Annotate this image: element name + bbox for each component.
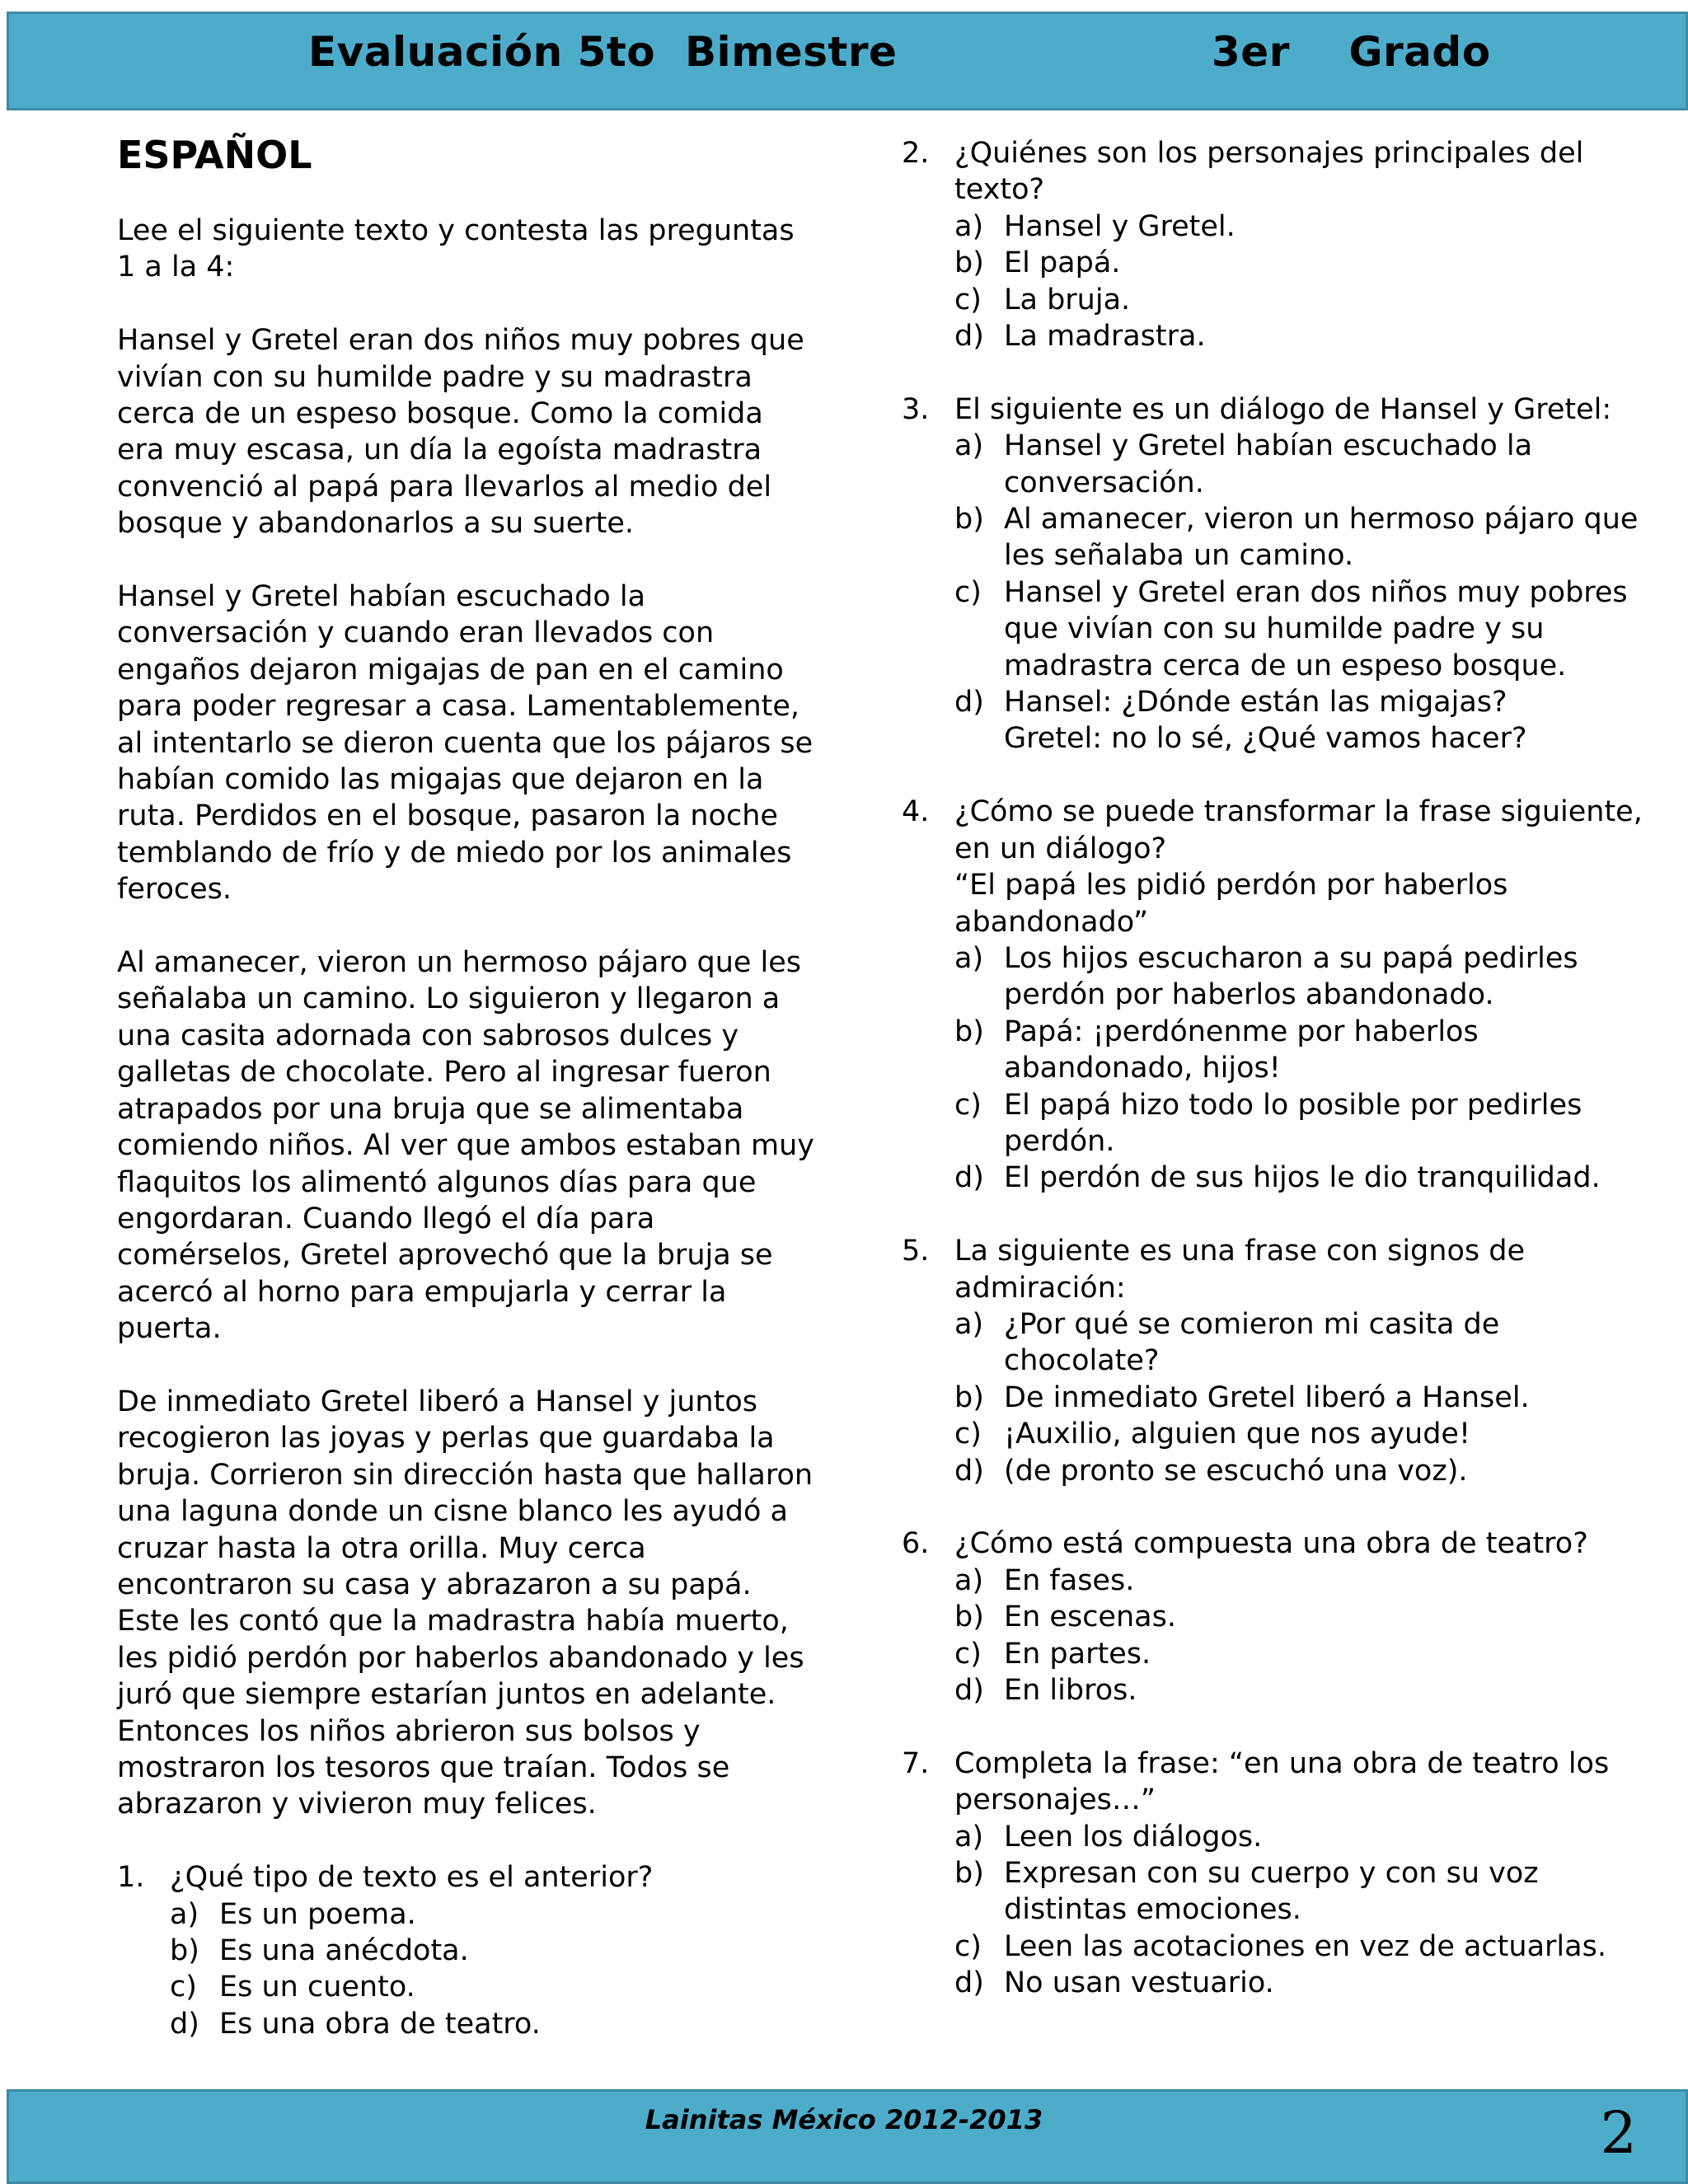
option-text: El papá. <box>1004 246 1121 280</box>
question-number: 5. <box>902 1235 930 1268</box>
option-b <box>170 1933 818 1969</box>
option-b <box>954 1014 1643 1087</box>
option-letter: a) <box>954 429 984 463</box>
option-letter: c) <box>954 575 982 609</box>
option-text: Es una obra de teatro. <box>219 2007 541 2041</box>
option-letter: b) <box>954 1601 984 1634</box>
option-text: En libros. <box>1004 1674 1137 1707</box>
option-letter: b) <box>954 503 984 537</box>
option-text: Al amanecer, vieron un hermoso pájaro que les señalaba un camino. <box>1004 503 1639 573</box>
question-7 <box>902 1746 1643 2002</box>
story-paragraph: Hansel y Gretel habían escuchado la conversación y cuando eran llevados con engaños dejaron migajas de pan en el camino para poder regresar a casa. Lamentablemente, al intentarlo se dieron cuenta que los pájaros se habían comido las migajas que dejaron en la ruta. Perdidos en el bosque, pasaron la noche temblando de frío y de miedo por los animales feroces. <box>117 580 814 907</box>
question-number: 3. <box>902 392 930 426</box>
option-a <box>954 1306 1643 1380</box>
question-2 <box>902 135 1643 354</box>
question-text: ¿Quiénes son los personajes principales del texto? <box>954 137 1584 207</box>
option-text: No usan vestuario. <box>1004 1966 1274 2000</box>
question-4 <box>902 794 1643 1196</box>
option-text: El papá hizo todo lo posible por pedirles perdón. <box>1004 1088 1582 1158</box>
question-number: 2. <box>902 137 930 170</box>
option-letter: c) <box>954 1637 982 1671</box>
option-text: ¡Auxilio, alguien que nos ayude! <box>1004 1418 1470 1451</box>
question-6 <box>902 1526 1643 1708</box>
option-d <box>954 1453 1643 1489</box>
option-d <box>954 684 1643 757</box>
option-text: Leen las acotaciones en vez de actuarlas. <box>1004 1929 1606 1963</box>
option-b <box>954 1380 1643 1416</box>
option-letter: c) <box>170 1971 197 2004</box>
option-text: La bruja. <box>1004 283 1131 316</box>
option-letter: a) <box>954 1820 984 1854</box>
option-letter: a) <box>954 1563 984 1597</box>
option-text: En partes. <box>1004 1637 1151 1671</box>
story-paragraph: Hansel y Gretel eran dos niños muy pobres que vivían con su humilde padre y su madrastra cerca de un espeso bosque. Como la comida era muy escasa, un día la egoísta madrastra convenció al papá para llevarlos al medio del bosque y abandonarlos a su suerte. <box>117 324 804 541</box>
option-text: Hansel y Gretel eran dos niños muy pobres que vivían con su humilde padre y su madrastra cerca de un espeso bosque. <box>1004 575 1628 682</box>
option-letter: d) <box>954 320 984 354</box>
option-letter: d) <box>954 1674 984 1707</box>
option-b <box>954 1599 1643 1635</box>
left-column <box>117 132 818 2079</box>
option-letter: b) <box>954 1380 984 1414</box>
option-c <box>170 1969 818 2005</box>
story-paragraph: Al amanecer, vieron un hermoso pájaro que les señalaba un camino. Lo siguieron y llegaron a una casita adornada con sabrosos dulces y galletas de chocolate. Pero al ingresar fueron atrapados por una bruja que se alimentaba comiendo niños. Al ver que ambos estaban muy flaquitos los alimentó algunos días para que engordaran. Cuando llegó el día para comérselos, Gretel aprovechó que la bruja se acercó al horno para empujarla y cerrar la puerta. <box>117 946 814 1346</box>
option-c <box>954 1087 1643 1160</box>
question-3 <box>902 391 1643 757</box>
option-text: En escenas. <box>1004 1601 1176 1634</box>
option-text: La madrastra. <box>1004 320 1206 354</box>
option-b <box>954 245 1643 281</box>
section-title: ESPAÑOL <box>117 133 312 177</box>
footer-text: Lainitas México 2012-2013 <box>645 2104 1043 2135</box>
option-letter: c) <box>954 1929 982 1963</box>
option-a <box>954 940 1643 1014</box>
option-text: Leen los diálogos. <box>1004 1820 1263 1854</box>
option-text: El perdón de sus hijos le dio tranquilidad. <box>1004 1161 1601 1195</box>
question-1 <box>117 1859 818 2042</box>
question-text: El siguiente es un diálogo de Hansel y Gretel: <box>954 392 1612 426</box>
option-text: Hansel y Gretel. <box>1004 209 1236 243</box>
question-number: 6. <box>902 1527 930 1561</box>
option-letter: d) <box>954 1161 984 1195</box>
option-text: Es un cuento. <box>219 1971 415 2004</box>
option-letter: a) <box>954 941 984 975</box>
question-number: 4. <box>902 795 930 829</box>
option-d <box>954 1672 1643 1708</box>
option-text: En fases. <box>1004 1563 1135 1597</box>
option-b <box>954 501 1643 574</box>
option-text: Papá: ¡perdónenme por haberlos abandonado, hijos! <box>1004 1015 1479 1085</box>
option-c <box>954 1929 1643 1965</box>
question-text: Completa la frase: “en una obra de teatro los personajes…” <box>954 1746 1610 1817</box>
option-d <box>954 1160 1643 1196</box>
option-b <box>954 1855 1643 1929</box>
option-a <box>170 1896 818 1933</box>
option-text: ¿Por qué se comieron mi casita de chocolate? <box>1004 1307 1500 1378</box>
question-text: ¿Qué tipo de texto es el anterior? <box>170 1861 654 1895</box>
option-letter: b) <box>954 246 984 280</box>
option-d <box>954 318 1643 354</box>
option-letter: b) <box>170 1934 199 1968</box>
option-text: Es una anécdota. <box>219 1934 469 1968</box>
option-d <box>170 2006 818 2042</box>
option-c <box>954 282 1643 318</box>
option-text: Hansel: ¿Dónde están las migajas? Gretel: no lo sé, ¿Qué vamos hacer? <box>1004 686 1527 756</box>
question-5 <box>902 1233 1643 1489</box>
option-text: (de pronto se escuchó una voz). <box>1004 1454 1468 1488</box>
option-a <box>954 209 1643 245</box>
option-letter: a) <box>954 1307 984 1341</box>
right-column <box>902 135 1643 2038</box>
option-letter: d) <box>954 686 984 719</box>
question-text: ¿Cómo está compuesta una obra de teatro? <box>954 1527 1588 1561</box>
option-c <box>954 1636 1643 1672</box>
option-c <box>954 574 1643 684</box>
option-letter: b) <box>954 1857 984 1891</box>
option-a <box>954 428 1643 501</box>
option-letter: a) <box>954 209 984 243</box>
exam-title: Evaluación 5to Bimestre <box>308 28 898 76</box>
question-text: La siguiente es una frase con signos de admiración: <box>954 1235 1525 1305</box>
option-letter: d) <box>954 1454 984 1488</box>
option-letter: c) <box>954 1418 982 1451</box>
option-letter: d) <box>170 2007 199 2041</box>
page-number: 2 <box>1600 2099 1637 2167</box>
question-number: 7. <box>902 1746 930 1780</box>
option-text: Hansel y Gretel habían escuchado la conversación. <box>1004 429 1533 499</box>
option-text: Es un poema. <box>219 1897 416 1931</box>
grade-label: 3er Grado <box>1212 28 1491 76</box>
option-text: Expresan con su cuerpo y con su voz distintas emociones. <box>1004 1857 1539 1927</box>
instruction-text: Lee el siguiente texto y contesta las preguntas 1 a la 4: <box>117 214 795 284</box>
option-text: Los hijos escucharon a su papá pedirles perdón por haberlos abandonado. <box>1004 941 1578 1012</box>
question-number: 1. <box>117 1861 145 1895</box>
option-d <box>954 1965 1643 2001</box>
option-letter: d) <box>954 1966 984 2000</box>
option-letter: c) <box>954 1088 982 1122</box>
option-c <box>954 1416 1643 1452</box>
question-text: ¿Cómo se puede transformar la frase siguiente, en un diálogo? “El papá les pidió perdón por haberlos abandonado” <box>954 795 1643 939</box>
option-a <box>954 1819 1643 1855</box>
option-letter: b) <box>954 1015 984 1048</box>
option-letter: c) <box>954 283 982 316</box>
option-a <box>954 1563 1643 1599</box>
story-paragraph: De inmediato Gretel liberó a Hansel y juntos recogieron las joyas y perlas que guardaba la bruja. Corrieron sin dirección hasta que hallaron una laguna donde un cisne blanco les ayudó a cruzar hasta la otra orilla. Muy cerca encontraron su casa y abrazaron a su papá. Este les contó que la madrastra había muerto, les pidió perdón por haberlos abandonado y les juró que siempre estarían juntos en adelante. Entonces los niños abrieron sus bolsos y mostraron los tesoros que traían. Todos se abrazaron y vivieron muy felices. <box>117 1385 814 1821</box>
option-letter: a) <box>170 1897 199 1931</box>
option-text: De inmediato Gretel liberó a Hansel. <box>1004 1380 1530 1414</box>
